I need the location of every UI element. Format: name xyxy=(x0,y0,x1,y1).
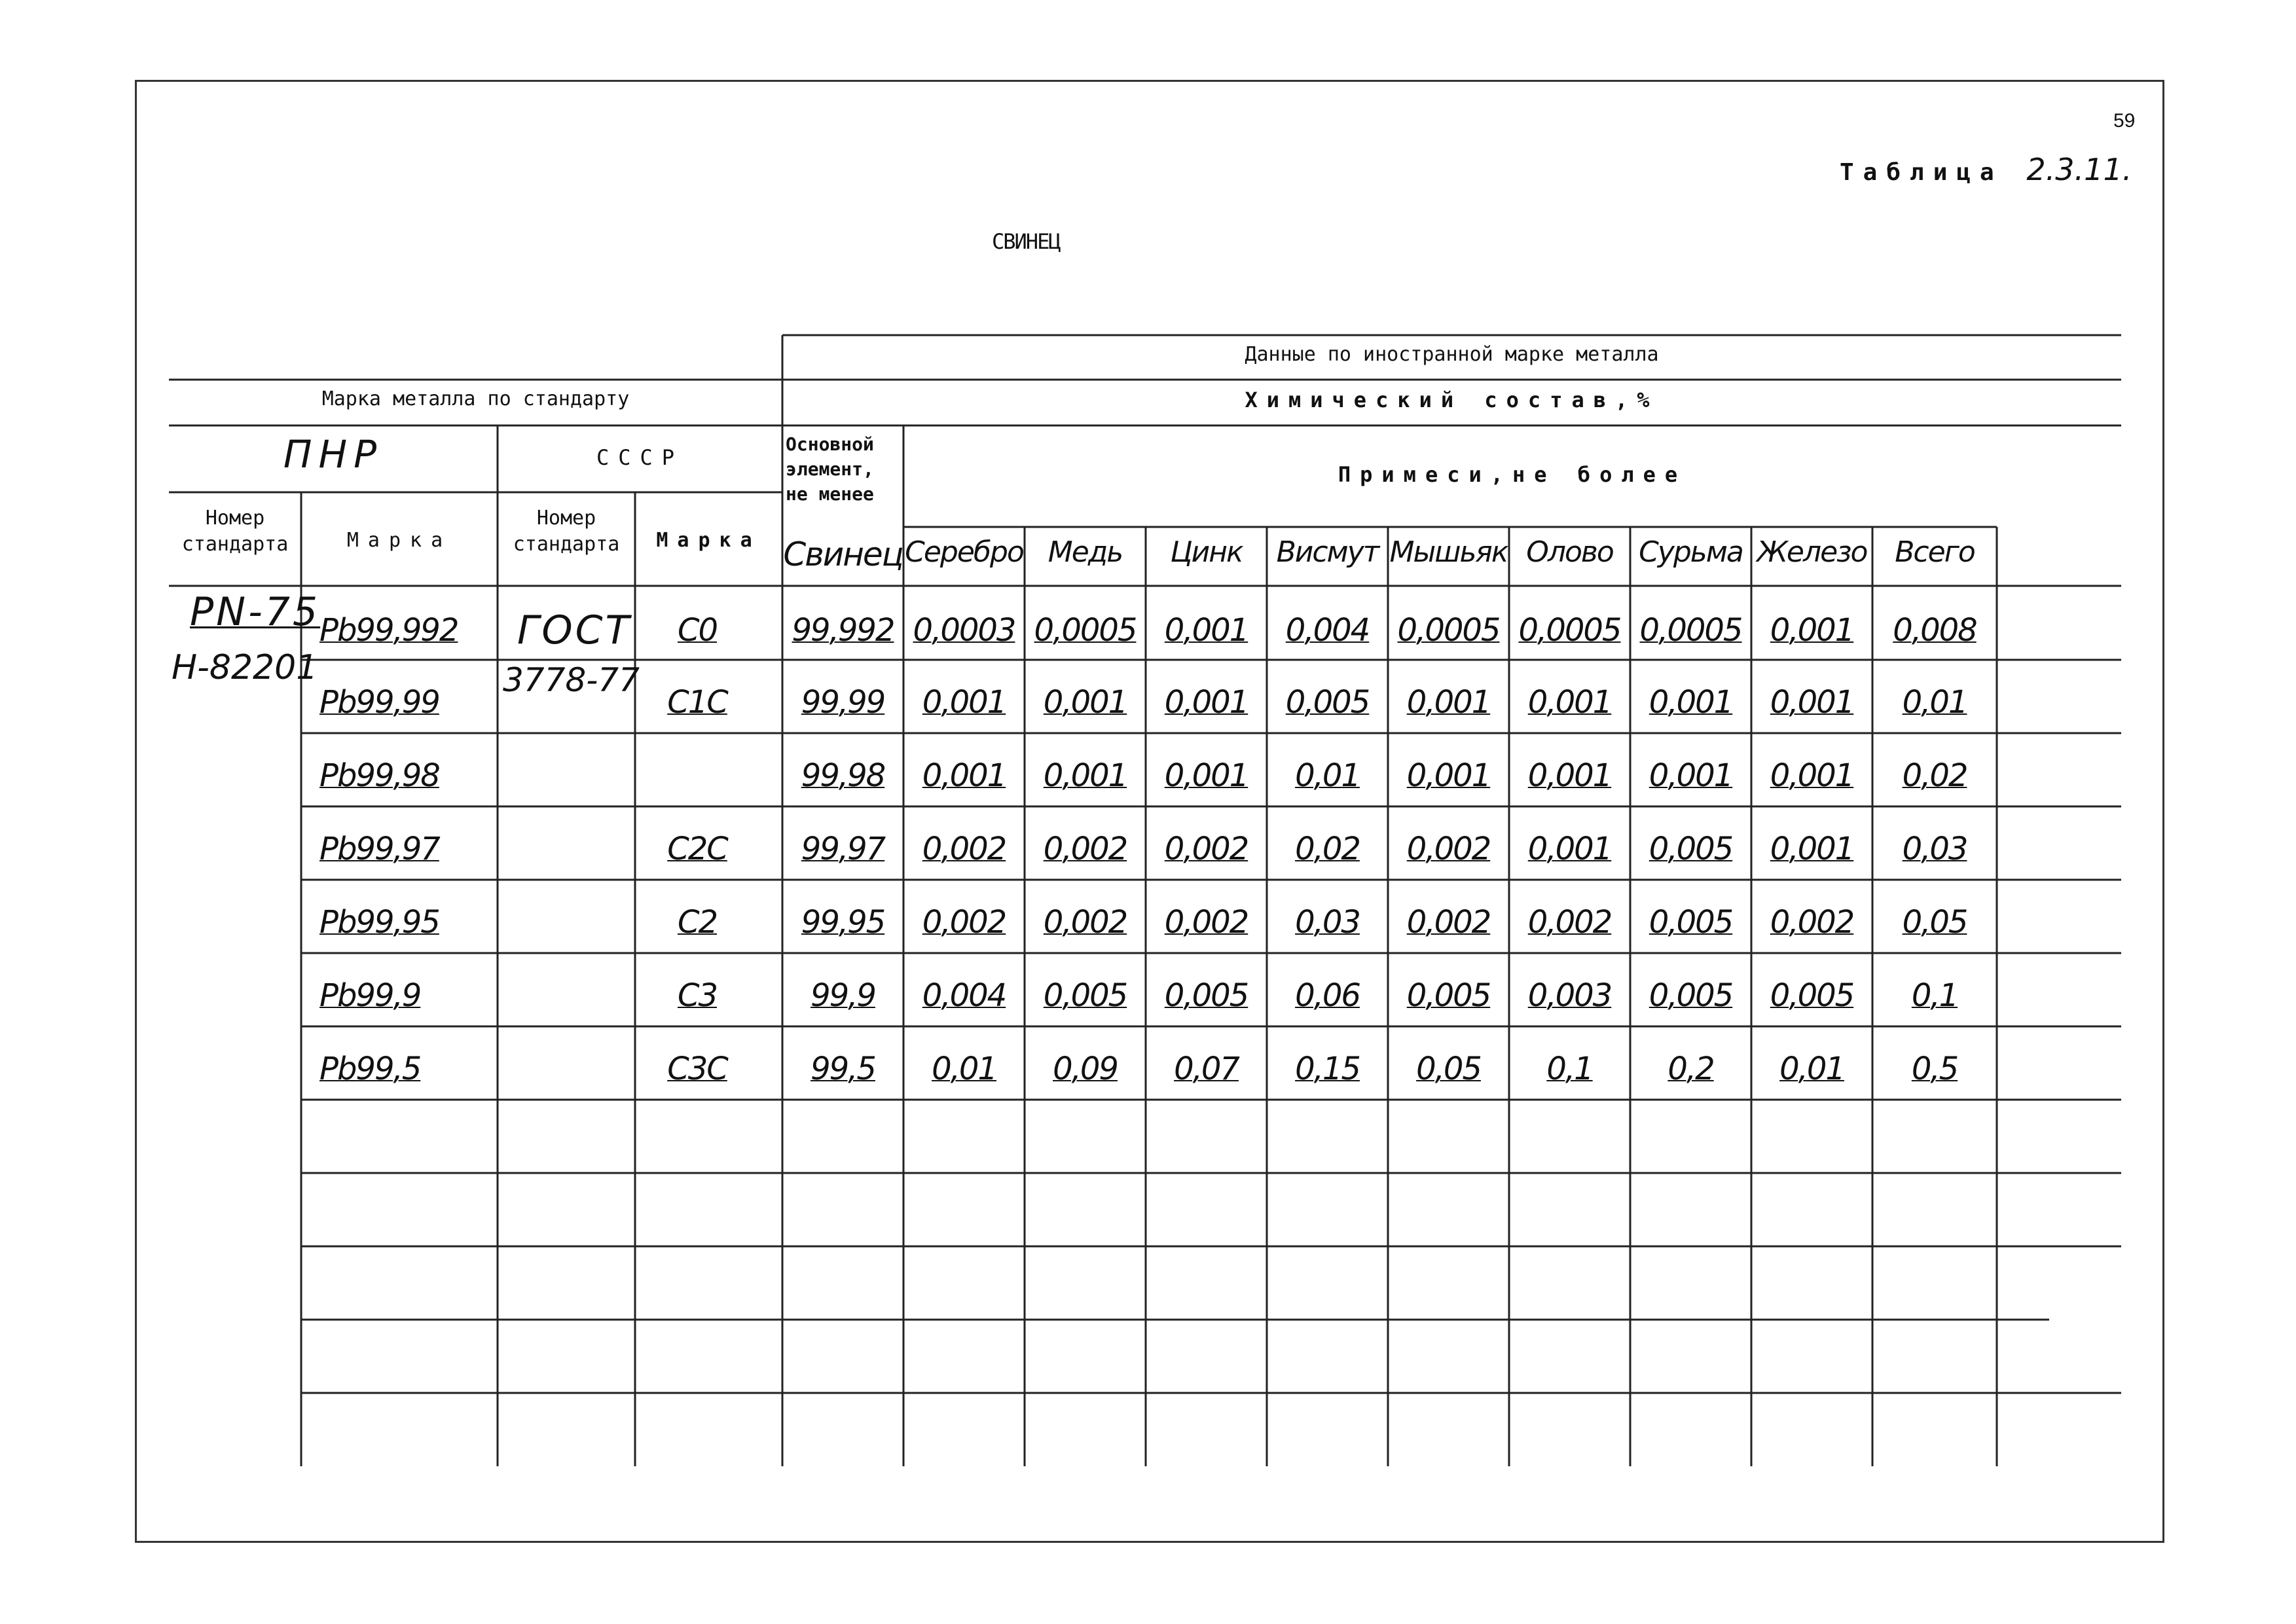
copper-cell: 0,002 xyxy=(1043,904,1127,941)
bismuth-cell: 0,004 xyxy=(1285,612,1370,649)
zinc-cell: 0,002 xyxy=(1164,831,1248,867)
pnr-grade-cell: Pb99,98 xyxy=(319,757,439,794)
pnr-standard-line1: PN-75 xyxy=(190,589,321,635)
zinc-cell: 0,005 xyxy=(1164,977,1248,1014)
copper-cell: 0,002 xyxy=(1043,831,1127,867)
silver-cell: 0,01 xyxy=(932,1051,996,1087)
ussr-grade-cell: C1C xyxy=(667,684,727,721)
pnr-grade-cell: Pb99,95 xyxy=(319,904,439,941)
silver-cell: 0,001 xyxy=(922,757,1006,794)
iron-cell: 0,001 xyxy=(1770,684,1854,721)
pnr-grade-cell: Pb99,9 xyxy=(319,977,421,1014)
zinc-cell: 0,001 xyxy=(1164,684,1248,721)
arsenic-cell: 0,05 xyxy=(1416,1051,1481,1087)
copper-cell: 0,0005 xyxy=(1034,612,1137,649)
header-grade-by-standard: Марка металла по стандарту xyxy=(321,388,630,410)
zinc-cell: 0,001 xyxy=(1164,612,1248,649)
col-header-lead: Свинец xyxy=(783,535,903,573)
tin-cell: 0,0005 xyxy=(1518,612,1621,649)
zinc-cell: 0,002 xyxy=(1164,904,1248,941)
copper-cell: 0,001 xyxy=(1043,757,1127,794)
header-grade-pnr: Марка xyxy=(346,529,452,552)
antimony-cell: 0,001 xyxy=(1649,757,1733,794)
header-std-number-pnr: Номер стандарта xyxy=(181,507,289,556)
pnr-grade-cell: Pb99,97 xyxy=(319,831,439,867)
col-header-tin: Олово xyxy=(1526,535,1613,569)
copper-cell: 0,09 xyxy=(1053,1051,1118,1087)
arsenic-cell: 0,001 xyxy=(1406,757,1491,794)
ussr-grade-cell: C3C xyxy=(667,1051,727,1087)
arsenic-cell: 0,002 xyxy=(1406,904,1491,941)
total-cell: 0,05 xyxy=(1902,904,1967,941)
zinc-cell: 0,001 xyxy=(1164,757,1248,794)
pnr-grade-cell: Pb99,5 xyxy=(319,1051,421,1087)
total-cell: 0,1 xyxy=(1911,977,1958,1014)
ussr-grade-cell: C3 xyxy=(677,977,718,1014)
bismuth-cell: 0,06 xyxy=(1295,977,1360,1014)
arsenic-cell: 0,001 xyxy=(1406,684,1491,721)
table-caption-label: Таблица xyxy=(1840,159,2003,186)
pnr-grade-cell: Pb99,992 xyxy=(319,612,458,649)
antimony-cell: 0,2 xyxy=(1667,1051,1714,1087)
tin-cell: 0,002 xyxy=(1527,904,1612,941)
lead-cell: 99,98 xyxy=(801,757,885,794)
arsenic-cell: 0,0005 xyxy=(1397,612,1500,649)
col-header-iron: Железо xyxy=(1757,535,1867,569)
header-chemical-composition: Химический состав,% xyxy=(1245,388,1659,412)
ussr-grade-cell: C2C xyxy=(667,831,727,867)
iron-cell: 0,001 xyxy=(1770,831,1854,867)
ussr-grade-cell: C0 xyxy=(677,612,718,649)
col-header-bismuth: Висмут xyxy=(1276,535,1379,569)
bismuth-cell: 0,03 xyxy=(1295,904,1360,941)
col-header-total: Всего xyxy=(1895,535,1975,569)
tin-cell: 0,003 xyxy=(1527,977,1612,1014)
tin-cell: 0,1 xyxy=(1546,1051,1593,1087)
lead-cell: 99,9 xyxy=(811,977,875,1014)
copper-cell: 0,001 xyxy=(1043,684,1127,721)
total-cell: 0,5 xyxy=(1911,1051,1958,1087)
iron-cell: 0,01 xyxy=(1779,1051,1844,1087)
page-title: СВИНЕЦ xyxy=(992,229,1060,254)
iron-cell: 0,005 xyxy=(1770,977,1854,1014)
header-country-ussr: СССР xyxy=(596,445,684,470)
lead-cell: 99,992 xyxy=(792,612,894,649)
header-grade-ussr: Марка xyxy=(656,529,761,552)
pnr-grade-cell: Pb99,99 xyxy=(319,684,439,721)
header-base-element: Основной элемент, не менее xyxy=(786,433,874,505)
header-country-pnr: ПНР xyxy=(283,432,384,477)
tin-cell: 0,001 xyxy=(1527,831,1612,867)
antimony-cell: 0,0005 xyxy=(1639,612,1742,649)
ussr-grade-cell: C2 xyxy=(677,904,718,941)
antimony-cell: 0,005 xyxy=(1649,904,1733,941)
antimony-cell: 0,005 xyxy=(1649,977,1733,1014)
col-header-antimony: Сурьма xyxy=(1639,535,1743,569)
lead-cell: 99,95 xyxy=(801,904,885,941)
iron-cell: 0,002 xyxy=(1770,904,1854,941)
total-cell: 0,008 xyxy=(1893,612,1977,649)
col-header-copper: Медь xyxy=(1048,535,1123,569)
col-header-arsenic: Мышьяк xyxy=(1389,535,1508,569)
total-cell: 0,02 xyxy=(1902,757,1967,794)
lead-cell: 99,5 xyxy=(811,1051,875,1087)
antimony-cell: 0,001 xyxy=(1649,684,1733,721)
bismuth-cell: 0,02 xyxy=(1295,831,1360,867)
bismuth-cell: 0,005 xyxy=(1285,684,1370,721)
silver-cell: 0,004 xyxy=(922,977,1006,1014)
page-number: 59 xyxy=(2113,110,2136,132)
pnr-standard-line2: H-82201 xyxy=(172,648,318,687)
ussr-standard-line1: ГОСТ xyxy=(517,607,632,653)
silver-cell: 0,0003 xyxy=(913,612,1015,649)
silver-cell: 0,002 xyxy=(922,904,1006,941)
total-cell: 0,03 xyxy=(1902,831,1967,867)
tin-cell: 0,001 xyxy=(1527,684,1612,721)
lead-cell: 99,99 xyxy=(801,684,885,721)
arsenic-cell: 0,002 xyxy=(1406,831,1491,867)
iron-cell: 0,001 xyxy=(1770,757,1854,794)
antimony-cell: 0,005 xyxy=(1649,831,1733,867)
header-foreign-data: Данные по иностранной марке металла xyxy=(1245,343,1659,366)
iron-cell: 0,001 xyxy=(1770,612,1854,649)
total-cell: 0,01 xyxy=(1902,684,1967,721)
col-header-silver: Серебро xyxy=(905,535,1023,569)
header-std-number-ussr: Номер стандарта xyxy=(513,507,620,556)
arsenic-cell: 0,005 xyxy=(1406,977,1491,1014)
silver-cell: 0,001 xyxy=(922,684,1006,721)
tin-cell: 0,001 xyxy=(1527,757,1612,794)
header-impurities: Примеси,не более xyxy=(1338,462,1687,487)
zinc-cell: 0,07 xyxy=(1174,1051,1239,1087)
bismuth-cell: 0,15 xyxy=(1295,1051,1360,1087)
table-caption-number: 2.3.11. xyxy=(2026,152,2132,187)
lead-cell: 99,97 xyxy=(801,831,885,867)
copper-cell: 0,005 xyxy=(1043,977,1127,1014)
silver-cell: 0,002 xyxy=(922,831,1006,867)
ussr-standard-line2: 3778-77 xyxy=(503,661,640,699)
bismuth-cell: 0,01 xyxy=(1295,757,1360,794)
col-header-zinc: Цинк xyxy=(1170,535,1243,569)
